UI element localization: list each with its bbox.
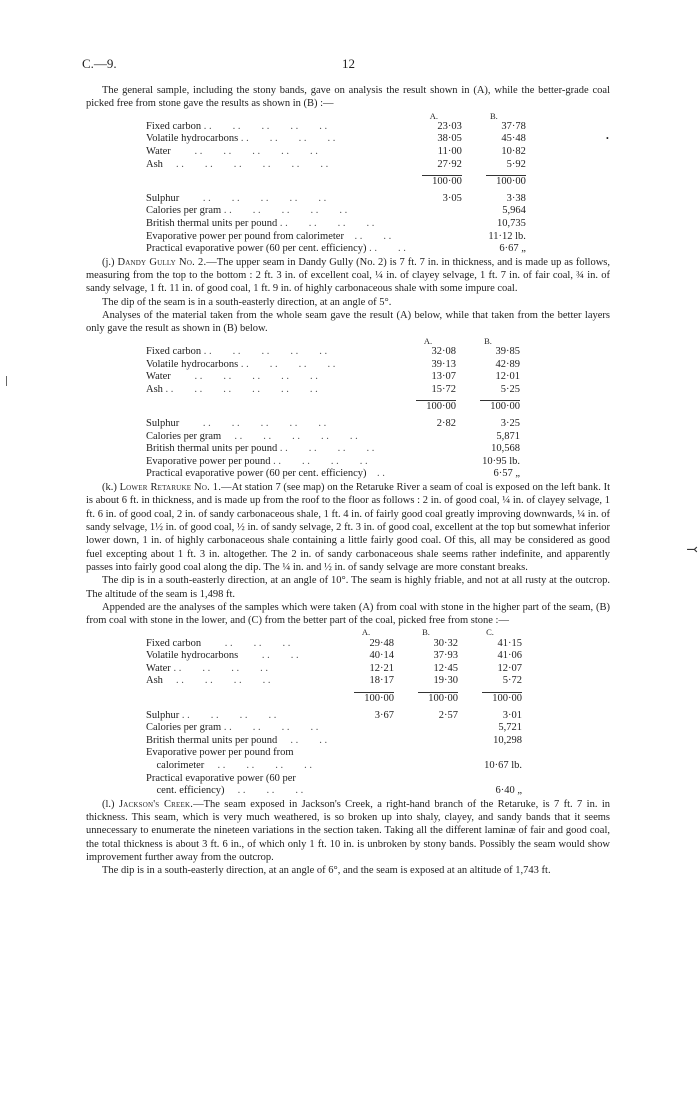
table-row: Practical evaporative power (60 per cent. efficiency) . . 6·57 „	[146, 468, 520, 480]
table-row: Fixed carbon . . . . . . 29·48 30·32 41·15	[146, 637, 522, 649]
table-row: British thermal units per pound . . . . 10,298	[146, 734, 522, 746]
analysis-table-1	[146, 111, 526, 256]
margin-dot: •	[606, 134, 609, 143]
table-row: Evaporative power per pound . . . . . . . . 10·95 lb.	[146, 455, 520, 467]
table-row: cent. efficiency) . . . . . . 6·40 „	[146, 785, 522, 797]
sulphur-row: Sulphur . . . . . . . . . . 3·05 3·38	[146, 192, 526, 204]
table-row: British thermal units per pound . . . . . . . . 10,568	[146, 443, 520, 455]
table-row: Evaporative power per pound from calorimeter . . . . 11·12 lb.	[146, 230, 526, 242]
page-number: 12	[342, 56, 355, 71]
table-row: Calories per gram . . . . . . . . . . 5,964	[146, 205, 526, 217]
body-text	[86, 84, 610, 878]
section-l-paragraph: (l.) Jackson's Creek.—The seam exposed in Jackson's Creek, a right-hand branch of the Retaruke, is 7 ft. 7 in. in thickness. This seam, which is very much weathered, is so broken up into shaly, clayey, and sandy bands that it seems unnecessary to enumerate the nineteen variations in the section taken. Taking all the different laminæ of fair and good coal, the total thickness is about 3 ft. 6 in., of which only 1 ft. 10 in. is unbroken by stony bands. Possibly the seam would show improvement further away from the outcrop.	[86, 798, 610, 864]
total-row: 100·00 100·00	[146, 175, 526, 189]
page-header	[82, 56, 616, 72]
section-j-dip: The dip of the seam is in a south-easterly direction, at an angle of 5°.	[102, 296, 392, 308]
section-j-title: Dandy Gully No. 2.	[117, 256, 207, 268]
table-row: British thermal units per pound . . . . . . . . 10,735	[146, 218, 526, 229]
section-j-paragraph: (j.) Dandy Gully No. 2.—The upper seam in Dandy Gully (No. 2) is 7 ft. 7 in. in thickness, and is made up as follows, measuring from the top to the bottom : 2 ft. 3 in. of excellent coal, ¼ in. of clayey selvage, 1 ft. 7 in. of fair coal, ¾ in. of sandy selvage, 1 ft. 11 in. of good coal, 1 ft. 9 in. of highly carbonaceous shale with some impure coal.	[86, 256, 611, 295]
section-k-appended: Appended are the analyses of the samples which were taken (A) from coal with stone in the higher part of the seam, (B) from coal with stone in the lower, and (C) from the better part of the coal, picked free from stone :—	[86, 601, 610, 627]
table-row: Volatile hydrocarbons . . . . . . . . 38·05 45·48	[146, 133, 526, 145]
table-row: Ash . . . . . . . . . . . . 15·72 5·25	[146, 383, 520, 395]
total-row: 100·00 100·00	[146, 400, 520, 414]
section-k-paragraph: (k.) Lower Retaruke No. 1.—At station 7 (see map) on the Retaruke River a seam of coal is exposed on the left bank. It is about 6 ft. in thickness, and is made up from the roof to the floor as follows : 2 in. of good coal, ¼ in. of clayey selvage, 1 ft. 6 in. of good coal, 2 in. of sandy carbonaceous shale, 1 ft. 4 in. of fairly good coal greatly improving downwards, ¼ in. of sandy selvage, 1½ in. of good coal, ½ in. of sandy selvage, 2 ft. 3 in. of good coal, excellent at the top but somewhat inferior lower down, 1 in. of highly carbonaceous shale containing a little fairly good coal. Of this, all may be considered as good fuel excepting about 1 ft. 3 in. altogether. The 2 in. of sandy carbonaceous shale seems rather indefinite, and apparently passes into fairly good coal along the dip. The ¼ in. and ½ in. of sandy selvage are more constant breaks.	[86, 481, 610, 573]
margin-arrow-icon: ⤙	[686, 543, 698, 558]
table-row: Water . . . . . . . . . . 13·07 12·01	[146, 371, 520, 383]
table-row: Practical evaporative power (60 per cent. efficiency) . . . . 6·67 „	[146, 243, 526, 255]
table-row: Calories per gram . . . . . . . . . . 5,871	[146, 430, 520, 442]
section-j-analyses: Analyses of the material taken from the whole seam gave the result (A) below, while that taken from the better layers only gave the result as shown in (B) below.	[86, 310, 610, 335]
section-k-title: Lower Retaruke No. 1.	[119, 481, 222, 493]
table-row: Volatile hydrocarbons . . . . 40·14 37·93 41·06	[146, 650, 522, 662]
table-row: Practical evaporative power (60 per	[146, 772, 296, 784]
section-l-dip: The dip is in a south-easterly direction, at an angle of 6°, and the seam is exposed at an altitude of 1,743 ft.	[102, 865, 551, 877]
table-row: Fixed carbon . . . . . . . . . . 32·08 39·85	[146, 345, 520, 357]
table-row: Evaporative power per pound from	[146, 747, 294, 759]
intro-paragraph: The general sample, including the stony bands, gave on analysis the result shown in (A), while the better-grade coal picked free from stone gave the results as shown in (B) :—	[86, 85, 610, 110]
table-row: Calories per gram . . . . . . . . 5,721	[146, 722, 522, 734]
col-header-b: B.	[489, 110, 498, 121]
table-row: Ash . . . . . . . . 18·17 19·30 5·72	[146, 675, 522, 687]
analysis-table-3: A. B. C. Fixed carbon . . . . . . 29·48 30·32 41·15 Volatile hydrocarbons . . . . 40·14 37·93 41·06 Water . . . . . . . . 12·21 12·45 12·07 Ash . . . . . . . . 18·17 19·30 5·72 100·00 100·00 100·00 Sulphur . . . . . . . . 3·67 2·57 3·01 Calories per gram . . . . . . . . 5,721 British thermal units per pound . . . . 10,298 Evaporative power per pound from calorimeter . . . . . . . . 10·67 lb. Practical evaporative power (60 per cent. efficiency) . . . . . . 6·40 „	[146, 627, 522, 797]
total-row: 100·00 100·00 100·00	[146, 692, 522, 706]
sulphur-row: Sulphur . . . . . . . . . . 2·82 3·25	[146, 417, 520, 429]
table-row: Water . . . . . . . . 12·21 12·45 12·07	[146, 662, 522, 674]
table-row: Ash . . . . . . . . . . . . 27·92 5·92	[146, 158, 526, 170]
col-header-a: A.	[429, 110, 438, 121]
section-l-title: Jackson's Creek.	[118, 798, 194, 810]
table-row: Water . . . . . . . . . . 11·00 10·82	[146, 146, 526, 158]
table-row: Fixed carbon . . . . . . . . . . 23·03 37·78	[146, 120, 526, 132]
sulphur-row: Sulphur . . . . . . . . 3·67 2·57 3·01	[146, 709, 522, 721]
section-k-dip: The dip is in a south-easterly direction, at an angle of 10°. The seam is highly friable, and not at all rusty at the outcrop. The altitude of the seam is 1,498 ft.	[86, 575, 610, 600]
table-row: Volatile hydrocarbons . . . . . . . . 39·13 42·89	[146, 358, 520, 370]
analysis-table-2: A. B. Fixed carbon . . . . . . . . . . 32·08 39·85 Volatile hydrocarbons . . . . . . . . 39·13 42·89 Water . . . . . . . . . . 13·07 12·01 Ash . . . . . . . . . . . . 15·72 5·25 100·00 100·00 Sulphur . . . . . . . . . . 2·82 3·25 Calories per gram . . . . . . . . . . 5,871 British thermal units per pound . . . . . . . . 10,568 Evaporative power per pound . . . . . . . . 10·95 lb. Practical evaporative power (60 per cent. efficiency) . . 6·57 „	[146, 335, 520, 480]
table-row: calorimeter . . . . . . . . 10·67 lb.	[146, 760, 522, 772]
margin-tick	[6, 376, 7, 386]
report-code: C.—9.	[82, 56, 117, 71]
